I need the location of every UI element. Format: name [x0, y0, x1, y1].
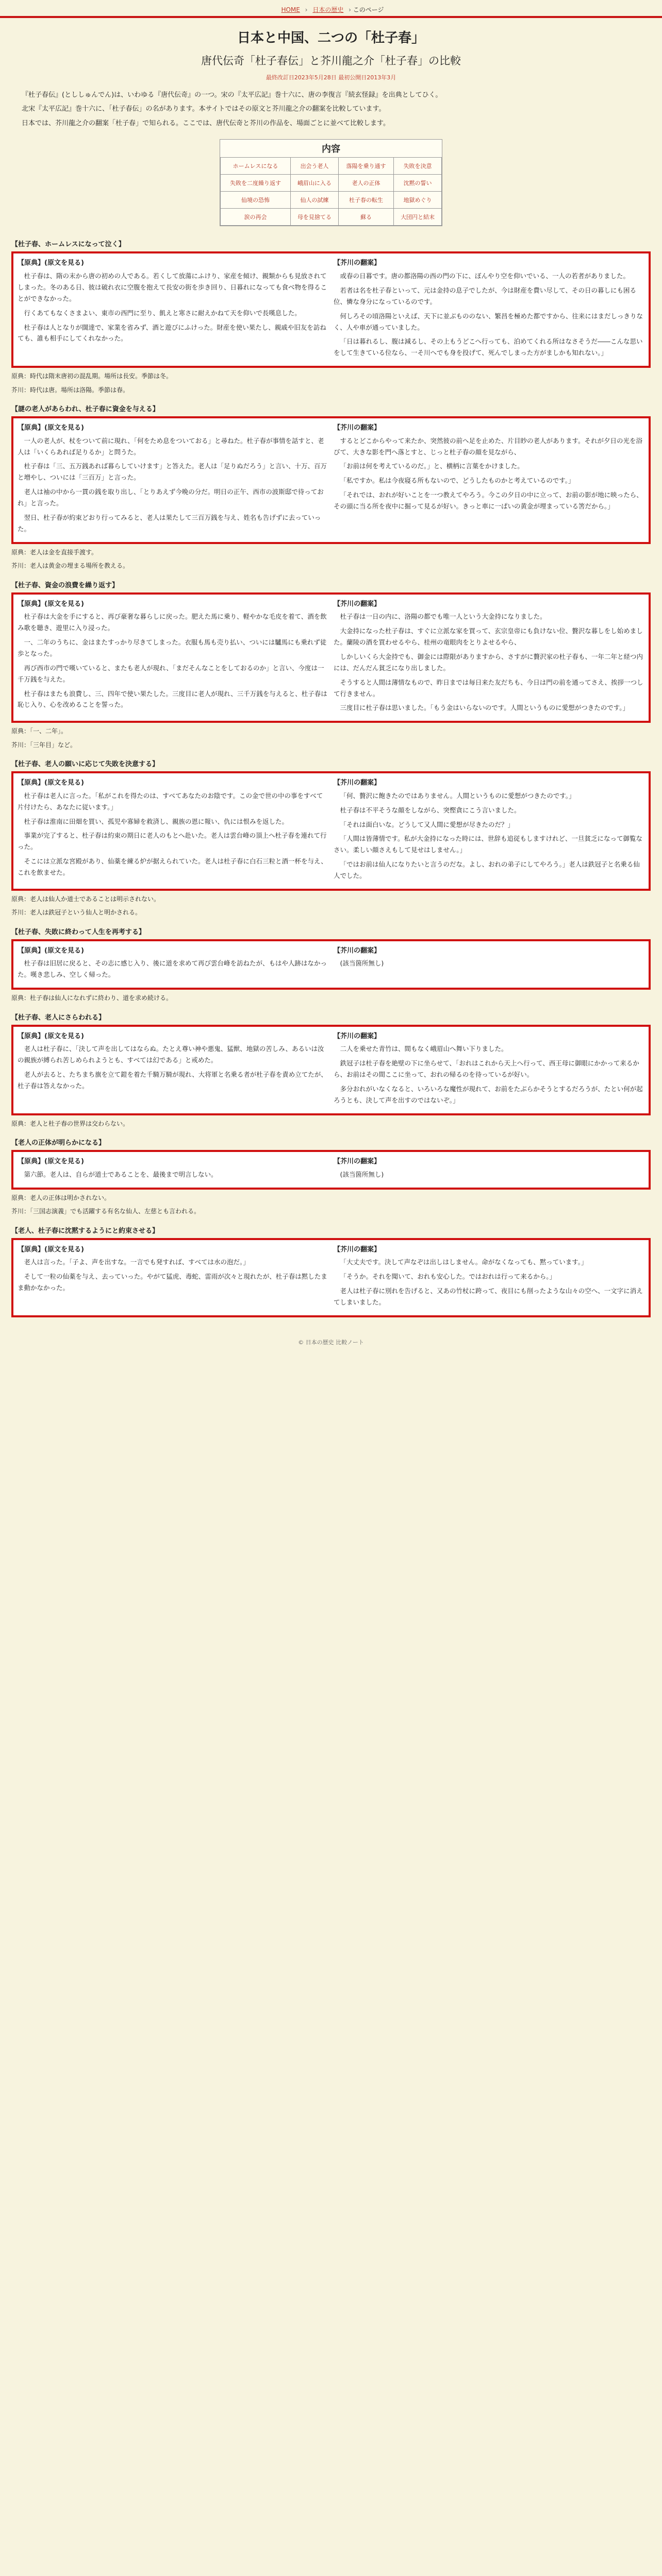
comparison-box: [11, 592, 651, 723]
original-label[interactable]: 【原典】(原文を見る): [18, 1245, 84, 1253]
paragraph: 杜子春は不平そうな顔をしながら、突慳貪にこう言いました。: [340, 806, 521, 814]
akutagawa-text-column: [334, 1156, 644, 1183]
comparison-note: 原典：「一、二年」。: [11, 727, 68, 735]
divider: [0, 16, 662, 18]
intro: [22, 90, 640, 129]
akutagawa-text-column: [334, 599, 644, 717]
paragraph: 一人の老人が、杖をついて前に現れ、「何をため息をついておる」と尋ねた。杜子春が事情を話すと、老人は「いくらあれば足りるか」と問うた。: [18, 436, 324, 456]
toc-link[interactable]: 仙境の恐怖: [221, 192, 291, 209]
paragraph: 或春の日暮です。唐の都洛陽の西の門の下に、ぼんやり空を仰いでいる、一人の若者がありました。: [340, 272, 630, 280]
paragraph: 杜子春は一日の内に、洛陽の都でも唯一人という大金持になりました。: [340, 613, 547, 621]
section-title: 【杜子春、老人の願いに応じて失敗を決意する】: [11, 760, 159, 769]
comparison-box: [11, 939, 651, 990]
home-link[interactable]: HOME: [281, 6, 300, 13]
original-label[interactable]: 【原典】(原文を見る): [18, 779, 84, 787]
toc-link[interactable]: 仙人の試練: [291, 192, 339, 209]
toc-link[interactable]: 大団円と結末: [394, 209, 442, 226]
comparison-box: [11, 416, 651, 544]
paragraph: (該当箇所無し): [340, 1170, 384, 1178]
paragraph: 第六節。老人は、自らが道士であることを、最後まで明言しない。: [24, 1170, 218, 1178]
paragraph: 翌日、杜子春が約束どおり行ってみると、老人は果たして三百万銭を与え、姓名も告げずに去っていった。: [18, 513, 321, 533]
paragraph: 若者は名を杜子春といって、元は金持の息子でしたが、今は財産を費い尽して、その日の暮しにも困る位、憐な身分になっているのです。: [334, 286, 637, 306]
paragraph: 一、二年のうちに、金はまたすっかり尽きてしまった。衣服も馬も売り払い、ついには驢馬にも乗れず徒歩となった。: [18, 638, 327, 657]
comparison-section: [11, 1137, 651, 1216]
comparison-box: [11, 1150, 651, 1190]
intro-paragraph: 『杜子春伝』(とししゅんでん)は、いわゆる『唐代伝奇』の一つ。宋の『太平広記』巻十六に、唐の李復言『続玄怪録』を出典としてひく。: [22, 91, 442, 99]
akutagawa-text-column: [334, 1031, 644, 1109]
comparison-box: [11, 771, 651, 891]
paragraph: するとどこからやって来たか、突然彼の前へ足を止めた、片目眇の老人があります。それが夕日の光を浴びて、大きな影を門へ落とすと、じっと杜子春の顔を見ながら、: [334, 436, 643, 456]
breadcrumb: [0, 0, 662, 16]
paragraph: 「ではお前は仙人になりたいと言うのだな。よし、おれの弟子にしてやろう。」老人は鉄冠子と名乗る仙人でした。: [334, 860, 640, 880]
paragraph: そして一粒の仙薬を与え、去っていった。やがて猛虎、毒蛇、雷雨が次々と現れたが、杜子春は黙したまま動かなかった。: [18, 1273, 327, 1292]
section-title: 【老人、杜子春に沈黙するようにと約束させる】: [11, 1227, 159, 1235]
original-text-column: [18, 945, 328, 984]
toc-link[interactable]: 杜子春の転生: [338, 192, 393, 209]
comparison-sections: [0, 239, 662, 1317]
comparison-note: 芥川：老人は鉄冠子という仙人と明かされる。: [11, 909, 142, 917]
paragraph: 「人間は皆薄情です。私が大金持になった時には、世辞も追従もしますけれど、一旦貧乏になって御覧なさい。柔しい顔さえもして見せはしません。」: [334, 835, 643, 854]
current-page: このページ: [353, 6, 384, 13]
toc-heading: 内容: [322, 144, 340, 155]
separator: ›: [305, 6, 308, 13]
page-title: 日本と中国、二つの「杜子春」: [237, 30, 425, 46]
separator: ›: [349, 6, 351, 13]
toc-link[interactable]: ホームレスになる: [221, 158, 291, 175]
comparison-box: [11, 1238, 651, 1317]
paragraph: しかしいくら大金持でも、御金には際限がありますから、さすがに贅沢家の杜子春も、一年二年と経つ内には、だんだん貧乏になり出しました。: [334, 652, 643, 672]
paragraph: (該当箇所無し): [340, 959, 384, 968]
comparison-note: 芥川：「三国志演義」でも活躍する有名な仙人、左慈とも言われる。: [11, 1208, 201, 1215]
paragraph: 杜子春は淮南に田畑を買い、孤児や寡婦を救済し、親族の恩に報い、仇には恨みを返した。: [24, 817, 289, 825]
paragraph: 老人は言った。「子よ、声を出すな。一言でも発すれば、すべては水の泡だ。」: [24, 1258, 250, 1266]
paragraph: 多分おれがいなくなると、いろいろな魔性が現れて、お前をたぶらかそうとするだろうが、たとい何が起ろうとも、決して声を出すのではないぞ。」: [334, 1084, 643, 1104]
comparison-section: [11, 580, 651, 751]
comparison-section: [11, 926, 651, 1004]
paragraph: 大金持になった杜子春は、すぐに立派な家を買って、玄宗皇帝にも負けない位、贅沢な暮しをし始めました。蘭陵の酒を買わせるやら、桂州の竜眼肉をとりよせるやら、: [334, 627, 643, 646]
date-line: 最終改訂日2023年5月28日 最初公開日2013年3月: [266, 74, 396, 81]
adaptation-label: 【芥川の翻案】: [334, 1245, 381, 1253]
toc-link[interactable]: 母を見捨てる: [291, 209, 339, 226]
intro-paragraph: 日本では、芥川龍之介の翻案「杜子春」で知られる。ここでは、唐代伝奇と芥川の作品を、場面ごとに並べて比較します。: [22, 119, 390, 127]
original-text-column: [18, 1156, 328, 1183]
toc-link[interactable]: 落陽を乗り通す: [338, 158, 393, 175]
paragraph: 「それでは、おれが好いことを一つ教えてやろう。今この夕日の中に立って、お前の影が地に映ったら、その頭に当る所を夜中に掘って見るが好い。きっと車に一ぱいの黄金が埋まっている筈だから。」: [334, 491, 643, 511]
toc-link[interactable]: 地獄めぐり: [394, 192, 442, 209]
comparison-section: [11, 403, 651, 571]
comparison-note: 原典：老人と杜子春の世界は交わらない。: [11, 1120, 129, 1127]
adaptation-label: 【芥川の翻案】: [334, 946, 381, 955]
section-title: 【杜子春、資金の浪費を繰り返す】: [11, 581, 119, 589]
akutagawa-text-column: [334, 777, 644, 885]
original-text-column: [18, 777, 328, 885]
paragraph: 「何、贅沢に飽きたのではありません。人間というものに愛想がつきたのです。」: [340, 791, 575, 800]
original-text-column: [18, 258, 328, 362]
adaptation-label: 【芥川の翻案】: [334, 1032, 381, 1040]
paragraph: そこには立派な宮殿があり、仙薬を練る炉が据えられていた。老人は杜子春に白石三粒と酒一杯を与え、これを飲ませた。: [18, 857, 327, 877]
paragraph: 行くあてもなくさまよい、東市の西門に至り、飢えと寒さに耐えかねて天を仰いで長嘆息した。: [24, 309, 301, 317]
comparison-section: [11, 1012, 651, 1129]
comparison-section: [11, 758, 651, 918]
original-label[interactable]: 【原典】(原文を見る): [18, 1032, 84, 1040]
comparison-note: 原典：時代は隋末唐初の混乱期。場所は長安。季節は冬。: [11, 372, 173, 380]
comparison-note: 原典：老人の正体は明かされない。: [11, 1194, 111, 1201]
paragraph: 事業が完了すると、杜子春は約束の期日に老人のもとへ赴いた。老人は雲台峰の頂上へ杜子春を連れて行った。: [18, 832, 327, 851]
section-title: 【杜子春、ホームレスになって泣く】: [11, 241, 125, 249]
original-label[interactable]: 【原典】(原文を見る): [18, 259, 84, 267]
page-subtitle: 唐代伝奇「杜子春伝」と芥川龍之介「杜子春」の比較: [201, 55, 461, 67]
original-label[interactable]: 【原典】(原文を見る): [18, 423, 84, 432]
original-text-column: [18, 422, 328, 538]
adaptation-label: 【芥川の翻案】: [334, 1158, 381, 1166]
akutagawa-text-column: [334, 258, 644, 362]
paragraph: 杜子春は旧居に戻ると、その志に感じ入り、後に道を求めて再び雲台峰を訪ねたが、もはや人跡はなかった。嘆き悲しみ、空しく帰った。: [18, 959, 327, 979]
paragraph: 老人は杜子春に別れを告げると、又あの竹杖に跨って、夜目にも削ったような山々の空へ、一文字に消えてしまいました。: [334, 1287, 643, 1306]
paragraph: 老人は杜子春に、「決して声を出してはならぬ。たとえ尊い神や悪鬼、猛獣、地獄の苦しみ、あるいは汝の親族が縛られ苦しめられようとも、すべては幻である」と戒めた。: [18, 1045, 324, 1064]
akutagawa-text-column: [334, 1244, 644, 1311]
akutagawa-text-column: [334, 945, 644, 984]
paragraph: 「大丈夫です。決して声なぞは出しはしません。命がなくなっても、黙っています。」: [340, 1258, 588, 1266]
paragraph: 「それは面白いな。どうして又人間に愛想が尽きたのだ？」: [340, 820, 515, 828]
history-link[interactable]: 日本の歴史: [312, 6, 344, 13]
table-of-contents: [220, 139, 442, 226]
paragraph: 杜子春は、隋の末から唐の初めの人である。若くして放蕩にふけり、家産を傾け、親類からも見放されてしまった。冬のある日、彼は破れ衣に空腹を抱えて長安の街を歩き回り、日暮れになっても食べ物を得ることができなかった。: [18, 272, 327, 302]
comparison-note: 芥川：老人は黄金の埋まる場所を教える。: [11, 562, 129, 570]
toc-link[interactable]: 沈黙の誓い: [394, 175, 442, 192]
paragraph: 三度目に杜子春は思いました。「もう金はいらないのです。人間というものに愛想がつきたのです。」: [340, 704, 630, 712]
paragraph: 「私ですか。私は今夜寝る所もないので、どうしたものかと考えているのです。」: [340, 477, 575, 485]
original-label[interactable]: 【原典】(原文を見る): [18, 600, 84, 608]
original-label[interactable]: 【原典】(原文を見る): [18, 946, 84, 955]
intro-paragraph: 北宋『太平広記』巻十六に、「杜子春伝」の名があります。本サイトではその原文と芥川龍之介の翻案を比較しています。: [22, 105, 386, 113]
comparison-note: 原典：杜子春は仙人になれずに終わり、道を求め続ける。: [11, 994, 173, 1002]
paragraph: 再び西市の門で嘆いていると、またも老人が現れ、「まだそんなことをしておるのか」と言い、今度は一千万銭を与えた。: [18, 664, 324, 683]
paragraph: 老人が去ると、たちまち旗を立て鎧を着た千騎万騎が現れ、大将軍と名乗る者が杜子春を責め立てたが、杜子春は答えなかった。: [18, 1071, 327, 1090]
section-title: 【謎の老人があらわれ、杜子春に資金を与える】: [11, 405, 159, 413]
paragraph: 「そうか。それを聞いて、おれも安心した。ではおれは行って来るから。」: [340, 1273, 556, 1281]
adaptation-label: 【芥川の翻案】: [334, 259, 381, 267]
toc-link[interactable]: 失敗を二度繰り返す: [221, 175, 291, 192]
paragraph: 杜子春はまたも浪費し、三、四年で使い果たした。三度目に老人が現れ、三千万銭を与えると、杜子春は恥じ入り、心を改めることを誓った。: [18, 689, 327, 709]
toc-link[interactable]: 出会う老人: [291, 158, 339, 175]
section-title: 【老人の正体が明らかになる】: [11, 1139, 106, 1147]
adaptation-label: 【芥川の翻案】: [334, 600, 381, 608]
comparison-box: [11, 251, 651, 368]
paragraph: 「日は暮れるし、腹は減るし、その上もうどこへ行っても、泊めてくれる所はなさそうだ――こんな思いをして生きている位なら、一そ川へでも身を投げて、死んでしまった方がましかも知れない。」: [334, 337, 643, 357]
paragraph: 二人を乗せた青竹は、間もなく峨眉山へ舞い下りました。: [340, 1045, 508, 1053]
toc-link[interactable]: 蘇る: [338, 209, 393, 226]
original-text-column: [18, 1031, 328, 1109]
toc-link[interactable]: 老人の正体: [338, 175, 393, 192]
paragraph: そうすると人間は薄情なもので、昨日までは毎日来た友だちも、今日は門の前を通ってさえ、挨拶一つして行きません。: [334, 678, 643, 698]
section-title: 【杜子春、失敗に終わって人生を再考する】: [11, 928, 145, 936]
paragraph: 杜子春は「三、五万銭あれば暮らしていけます」と答えた。老人は「足りぬだろう」と言い、十万、百万と増やし、ついには「三百万」と言った。: [18, 462, 327, 482]
comparison-note: 芥川：時代は唐。場所は洛陽。季節は春。: [11, 386, 129, 394]
toc-link[interactable]: 峨眉山に入る: [291, 175, 339, 192]
paragraph: 鉄冠子は杜子春を絶壁の下に坐らせて、「おれはこれから天上へ行って、西王母に御眼にかかって来るから、お前はその間ここに坐って、おれの帰るのを待っているが好い。: [334, 1059, 639, 1079]
original-text-column: [18, 1244, 328, 1311]
paragraph: 「お前は何を考えているのだ。」と、横柄に言葉をかけました。: [340, 462, 524, 470]
paragraph: 杜子春は人となりが闊達で、家業を省みず、酒と遊びにふけった。財産を使い果たし、親戚や旧友を訪ねても、誰も相手にしてくれなかった。: [18, 323, 326, 343]
toc-link[interactable]: 涙の再会: [221, 209, 291, 226]
footer: © 日本の歴史 比較ノート: [298, 1338, 364, 1346]
comparison-note: 原典：老人は金を直接手渡す。: [11, 548, 98, 556]
original-label[interactable]: 【原典】(原文を見る): [18, 1158, 84, 1166]
comparison-note: 芥川：「三年目」など。: [11, 741, 77, 749]
comparison-box: [11, 1025, 651, 1115]
adaptation-label: 【芥川の翻案】: [334, 779, 381, 787]
comparison-note: 原典：老人は仙人か道士であることは明示されない。: [11, 895, 160, 903]
comparison-section: [11, 1225, 651, 1317]
paragraph: 老人は袖の中から一貫の銭を取り出し、「とりあえず今晩の分だ。明日の正午、西市の波斯邸で待っておれ」と言った。: [18, 488, 324, 507]
paragraph: 杜子春は大金を手にすると、再び豪奢な暮らしに戻った。肥えた馬に乗り、軽やかな毛皮を着て、酒を飲み歌を聴き、遊里に入り浸った。: [18, 613, 327, 632]
original-text-column: [18, 599, 328, 717]
adaptation-label: 【芥川の翻案】: [334, 423, 381, 432]
paragraph: 何しろその頃洛陽といえば、天下に並ぶもののない、繁昌を極めた都ですから、往来にはまだしっきりなく、人や車が通っていました。: [334, 312, 643, 331]
toc-link[interactable]: 失敗を決意: [394, 158, 442, 175]
comparison-section: [11, 239, 651, 395]
paragraph: 杜子春は老人に言った。「私がこれを得たのは、すべてあなたのお陰です。この金で世の中の事をすべて片付けたら、あなたに従います。」: [18, 791, 323, 811]
akutagawa-text-column: [334, 422, 644, 538]
section-title: 【杜子春、老人にさらわれる】: [11, 1013, 106, 1022]
